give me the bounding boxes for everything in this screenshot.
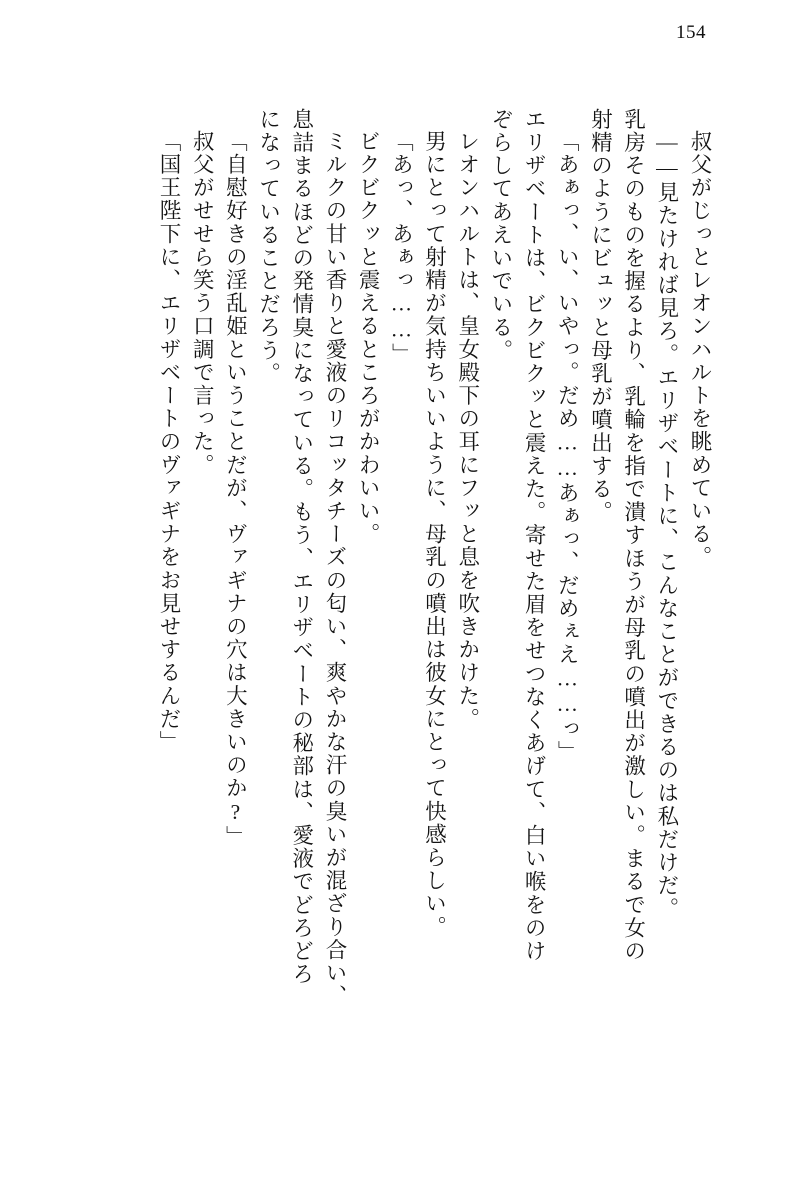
text-line: ――見たければ見ろ。エリザベートに、こんなことができるのは私だけだ。: [654, 130, 679, 921]
text-line: ミルクの甘い香りと愛液のリコッタチーズの匂い、爽やかな汗の臭いが混ざり合い、: [322, 130, 347, 1008]
text-line: エリザベートは、ビクビクッと震えた。寄せた眉をせつなくあげて、白い喉をのけ: [522, 108, 547, 963]
text-line: レオンハルトは、皇女殿下の耳にフッと息を吹きかけた。: [455, 130, 480, 731]
text-line: になっていることだろう。: [256, 108, 281, 386]
text-line: 息詰まるほどの発情臭になっている。もう、エリザベートの秘部は、愛液でどろどろ: [289, 108, 314, 986]
text-line: 乳房そのものを握るより、乳輪を指で潰すほうが母乳の噴出が激しい。まるで女の: [621, 108, 646, 963]
vertical-text-block: [56, 108, 710, 1140]
text-line: ぞらしてあえいでいる。: [488, 108, 513, 363]
text-line: 「あっ、あぁっ……」: [389, 130, 414, 366]
text-line: 叔父がじっとレオンハルトを眺めている。: [688, 130, 712, 569]
text-line: 「国王陛下に、エリザベートのヴァギナをお見せするんだ」: [157, 130, 181, 754]
text-line: 射精のようにビュッと母乳が噴出する。: [588, 108, 613, 524]
text-line: 「自慰好きの淫乱姫ということだが、ヴァギナの穴は大きいのか?」: [223, 130, 248, 849]
text-line: 男にとって射精が気持ちいいように、母乳の噴出は彼女にとって快感らしい。: [422, 130, 447, 939]
text-line: ビクビクッと震えるところがかわいい。: [356, 130, 381, 546]
text-line: 叔父がせせら笑う口調で言った。: [190, 130, 215, 477]
page-number: 154: [676, 22, 706, 43]
text-line: 「あぁっ、い、いやっ。だめ……あぁっ、だめぇえ……っ」: [555, 130, 580, 764]
